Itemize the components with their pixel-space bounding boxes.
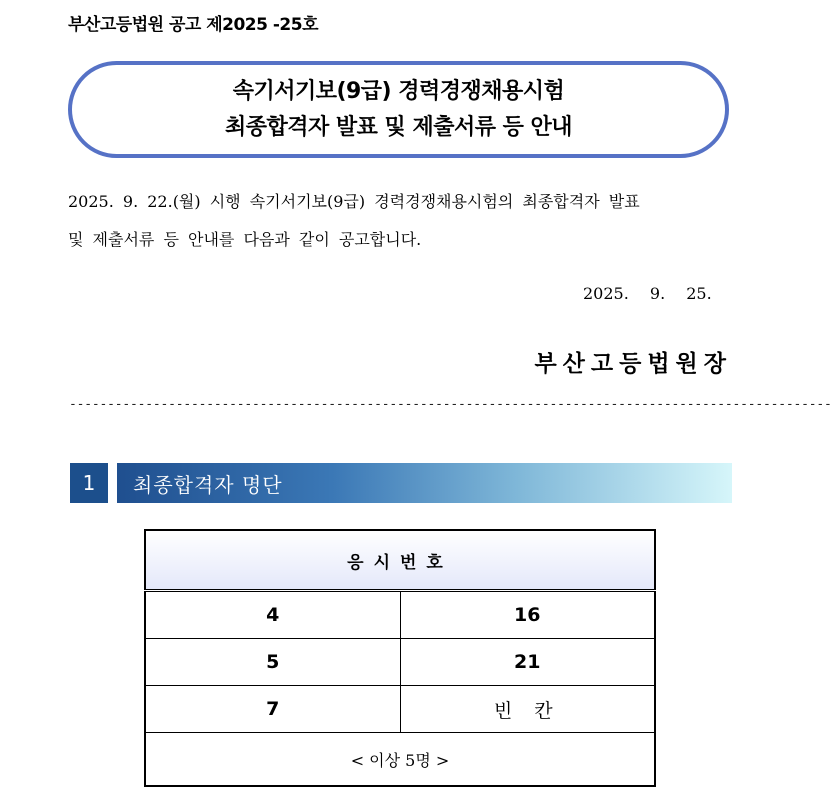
table-cell: 4: [145, 591, 400, 639]
section-title: 최종합격자 명단: [117, 463, 732, 503]
table-footer: < 이상 5명 >: [145, 733, 655, 787]
title-line-2: 최종합격자 발표 및 제출서류 등 안내: [224, 114, 573, 140]
table-footer-row: [145, 733, 655, 787]
signer: 부산고등법원장: [534, 350, 732, 377]
intro-line-2: 및 제출서류 등 안내를 다음과 같이 공고합니다.: [68, 230, 422, 249]
title-line-1: 속기서기보(9급) 경력경쟁채용시험: [232, 78, 565, 104]
table-header: 응시번호: [145, 530, 655, 591]
notice-date: 2025. 9. 25.: [583, 284, 712, 303]
table-cell: 7: [145, 686, 400, 733]
candidate-number-table: [144, 529, 656, 787]
intro-paragraph: [68, 183, 732, 259]
table-row: [145, 591, 655, 639]
title-box: [68, 61, 729, 158]
table-cell: 5: [145, 639, 400, 686]
notice-number: 부산고등법원 공고 제2025 -25호: [68, 15, 319, 35]
table-cell-blank: 빈 칸: [400, 686, 655, 733]
dashed-divider: ----------------------------------------------------------------------------------------------------: [69, 397, 832, 412]
table-row: [145, 686, 655, 733]
table-cell: 16: [400, 591, 655, 639]
intro-line-1: 2025. 9. 22.(월) 시행 속기서기보(9급) 경력경쟁채용시험의 최종합격자 발표: [68, 192, 640, 211]
section-number: 1: [70, 463, 108, 503]
table-row: [145, 639, 655, 686]
table-cell: 21: [400, 639, 655, 686]
